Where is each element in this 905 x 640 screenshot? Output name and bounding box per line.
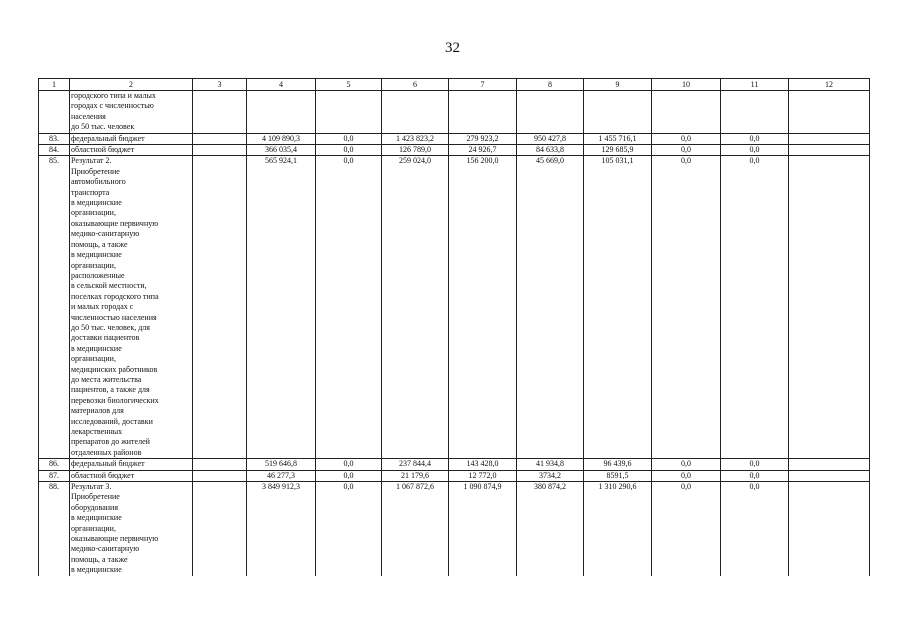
table-row [39,470,870,481]
col6-cell: 21 179,6 [382,470,449,481]
row-number-cell [39,91,70,134]
col5-cell: 0,0 [316,133,382,144]
col5-cell: 0,0 [316,145,382,156]
col8-cell: 84 633,8 [517,145,584,156]
col9-cell: 8591,5 [584,470,652,481]
col6-cell: 1 423 823,2 [382,133,449,144]
col3-cell [193,459,247,470]
table-row [39,482,870,576]
col3-cell [193,145,247,156]
row-number-cell: 85. [39,156,70,459]
col4-cell: 519 646,8 [247,459,316,470]
row-name-cell: федеральный бюджет [70,459,193,470]
row-number-cell: 84. [39,145,70,156]
col6-cell: 1 067 872,6 [382,482,449,576]
col9-cell: 1 455 716,1 [584,133,652,144]
row-name-cell: федеральный бюджет [70,133,193,144]
col4-cell: 46 277,3 [247,470,316,481]
column-header: 5 [316,79,382,91]
col7-cell: 143 428,0 [449,459,517,470]
table-body [39,91,870,576]
budget-table [38,78,870,576]
col6-cell: 126 789,0 [382,145,449,156]
col9-cell [584,91,652,134]
col7-cell: 24 926,7 [449,145,517,156]
col11-cell: 0,0 [721,470,789,481]
header-row [39,79,870,91]
col9-cell: 129 685,9 [584,145,652,156]
col4-cell: 3 849 912,3 [247,482,316,576]
col10-cell: 0,0 [652,156,721,459]
row-number-cell: 86. [39,459,70,470]
col3-cell [193,156,247,459]
col3-cell [193,470,247,481]
col11-cell [721,91,789,134]
col5-cell: 0,0 [316,459,382,470]
col4-cell: 565 924,1 [247,156,316,459]
table-row [39,145,870,156]
column-header: 9 [584,79,652,91]
col5-cell: 0,0 [316,470,382,481]
table-row [39,133,870,144]
col4-cell: 4 109 890,3 [247,133,316,144]
row-name-cell: Результат 3. Приобретение оборудования в медицинские организации, оказывающие первичную медико-санитарную помощь, а также в медицинские [70,482,193,576]
col3-cell [193,482,247,576]
col5-cell: 0,0 [316,156,382,459]
row-name-cell: областной бюджет [70,145,193,156]
column-header: 4 [247,79,316,91]
table-row [39,156,870,459]
col11-cell: 0,0 [721,156,789,459]
column-header: 8 [517,79,584,91]
col8-cell: 45 669,0 [517,156,584,459]
col5-cell: 0,0 [316,482,382,576]
row-number-cell: 88. [39,482,70,576]
col10-cell: 0,0 [652,470,721,481]
column-header: 3 [193,79,247,91]
col11-cell: 0,0 [721,459,789,470]
col3-cell [193,133,247,144]
col11-cell: 0,0 [721,145,789,156]
col7-cell [449,91,517,134]
col12-cell [789,459,870,470]
col4-cell [247,91,316,134]
col12-cell [789,91,870,134]
column-header: 11 [721,79,789,91]
col6-cell: 237 844,4 [382,459,449,470]
col9-cell: 1 310 290,6 [584,482,652,576]
col7-cell: 156 200,0 [449,156,517,459]
page-number: 32 [445,40,460,56]
col12-cell [789,133,870,144]
col3-cell [193,91,247,134]
col11-cell: 0,0 [721,133,789,144]
col12-cell [789,145,870,156]
col9-cell: 105 031,1 [584,156,652,459]
column-header: 12 [789,79,870,91]
col8-cell: 380 874,2 [517,482,584,576]
col9-cell: 96 439,6 [584,459,652,470]
col8-cell: 41 934,8 [517,459,584,470]
col8-cell: 950 427,8 [517,133,584,144]
row-number-cell: 87. [39,470,70,481]
table-row [39,91,870,134]
col6-cell [382,91,449,134]
column-header: 6 [382,79,449,91]
column-header: 7 [449,79,517,91]
column-header: 2 [70,79,193,91]
col10-cell: 0,0 [652,459,721,470]
col12-cell [789,156,870,459]
column-header: 1 [39,79,70,91]
row-name-cell: Результат 2. Приобретение автомобильного транспорта в медицинские организации, оказывающие первичную медико-санитарную помощь, а также в медицинские организации, расположенные в сельской местности, поселках городского типа и малых городах с численностью населения до 50 тыс. человек, для доставки пациентов в медицинские организации, медицинских работников до места жительства пациентов, а также для перевозки биологических материалов для исследований, доставки лекарственных препаратов до жителей отдаленных районов [70,156,193,459]
row-name-cell: городского типа и малых городах с численностью населения до 50 тыс. человек [70,91,193,134]
col4-cell: 366 035,4 [247,145,316,156]
column-header: 10 [652,79,721,91]
col10-cell [652,91,721,134]
col10-cell: 0,0 [652,145,721,156]
col8-cell: 3734,2 [517,470,584,481]
row-name-cell: областной бюджет [70,470,193,481]
col7-cell: 279 923,2 [449,133,517,144]
col11-cell: 0,0 [721,482,789,576]
col12-cell [789,482,870,576]
col10-cell: 0,0 [652,482,721,576]
row-number-cell: 83. [39,133,70,144]
table-row [39,459,870,470]
col7-cell: 1 090 874,9 [449,482,517,576]
col8-cell [517,91,584,134]
col10-cell: 0,0 [652,133,721,144]
col6-cell: 259 024,0 [382,156,449,459]
col5-cell [316,91,382,134]
col7-cell: 12 772,0 [449,470,517,481]
col12-cell [789,470,870,481]
